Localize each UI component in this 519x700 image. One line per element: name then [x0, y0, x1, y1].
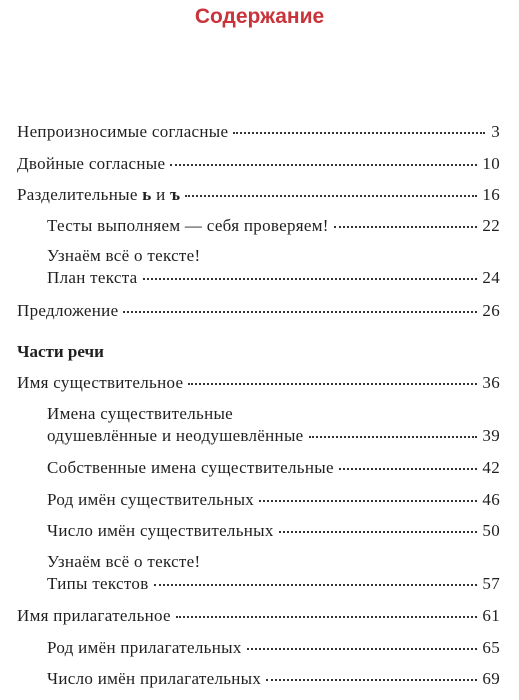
toc-page-number: 36 — [482, 373, 500, 392]
dot-leader — [279, 531, 478, 533]
toc-entry-imya-sushch[interactable] — [17, 373, 500, 393]
toc-page-number: 16 — [482, 185, 500, 204]
dot-leader — [259, 500, 477, 502]
page-title: Содержание — [194, 5, 325, 28]
toc-entry-label: Предложение — [17, 301, 119, 320]
dot-leader — [339, 468, 478, 470]
toc-page-number: 46 — [482, 490, 500, 509]
dot-leader — [185, 195, 477, 197]
toc-entry-label: Непроизносимые согласные — [17, 122, 229, 141]
toc-entry-label: Род имён прилагательных — [47, 638, 242, 657]
toc-entry-label: Число имён прилагательных — [47, 669, 262, 688]
toc-entry-label-line1: Узнаём всё о тексте! — [47, 552, 201, 571]
toc-entry-label: Разделительные ь и ъ — [17, 185, 181, 204]
dot-leader — [266, 679, 477, 681]
toc-entry-rod-sushch[interactable] — [47, 490, 500, 510]
dot-leader — [123, 311, 477, 313]
toc-entry-chislo-pril[interactable] — [47, 669, 500, 689]
toc-entry-plan-teksta[interactable] — [47, 268, 500, 288]
toc-entry-label: Типы текстов — [47, 574, 149, 593]
toc-entry-label: Тесты выполняем — себя проверяем! — [47, 216, 329, 235]
toc-entry-chislo-sushch[interactable] — [47, 521, 500, 541]
toc-page-number: 61 — [482, 606, 500, 625]
toc-entry-sobstvennye[interactable] — [47, 458, 500, 478]
dot-leader — [247, 648, 478, 650]
toc-page-number: 50 — [482, 521, 500, 540]
toc-page-number: 10 — [482, 154, 500, 173]
dot-leader — [233, 132, 485, 134]
toc-page-number: 39 — [482, 426, 500, 445]
dot-leader — [309, 436, 478, 438]
toc-page-number: 24 — [482, 268, 500, 287]
toc-entry-imya-pril[interactable] — [17, 606, 500, 626]
toc-entry-label: Число имён существительных — [47, 521, 274, 540]
toc-page-number: 65 — [482, 638, 500, 657]
toc-entry-dvoynye[interactable] — [17, 154, 500, 174]
toc-entry-rod-pril[interactable] — [47, 638, 500, 658]
dot-leader — [170, 164, 477, 166]
toc-entry-label: Собственные имена существительные — [47, 458, 334, 477]
toc-entry-label: Род имён существительных — [47, 490, 255, 509]
toc-entry-neproiznosimye[interactable] — [17, 122, 500, 142]
dot-leader — [188, 383, 477, 385]
dot-leader — [154, 584, 478, 586]
toc-entry-label: План текста — [47, 268, 138, 287]
dot-leader — [334, 226, 478, 228]
toc-entry-tipy-tekstov[interactable] — [47, 574, 500, 594]
toc-entry-label: одушевлённые и неодушевлённые — [47, 426, 304, 445]
toc-page-number: 22 — [482, 216, 500, 235]
dot-leader — [176, 616, 478, 618]
toc-entry-label-line1: Имена существительные — [47, 404, 234, 423]
toc-page-number: 42 — [482, 458, 500, 477]
toc-entry-razdelitelnye[interactable] — [17, 185, 500, 205]
toc-entry-label: Имя существительное — [17, 373, 184, 392]
toc-page-number: 26 — [482, 301, 500, 320]
toc-entry-predlozhenie[interactable] — [17, 301, 500, 321]
section-heading: Части речи — [17, 342, 104, 361]
toc-entry-label: Имя прилагательное — [17, 606, 171, 625]
toc-page-number: 57 — [482, 574, 500, 593]
toc-page-number: 3 — [491, 122, 500, 141]
toc-entry-odushevlennye[interactable] — [47, 426, 500, 446]
toc-entry-testy[interactable] — [47, 216, 500, 236]
toc-page-number: 69 — [482, 669, 500, 688]
toc-entry-label-line1: Узнаём всё о тексте! — [47, 246, 201, 265]
dot-leader — [143, 278, 478, 280]
toc-entry-label: Двойные согласные — [17, 154, 166, 173]
